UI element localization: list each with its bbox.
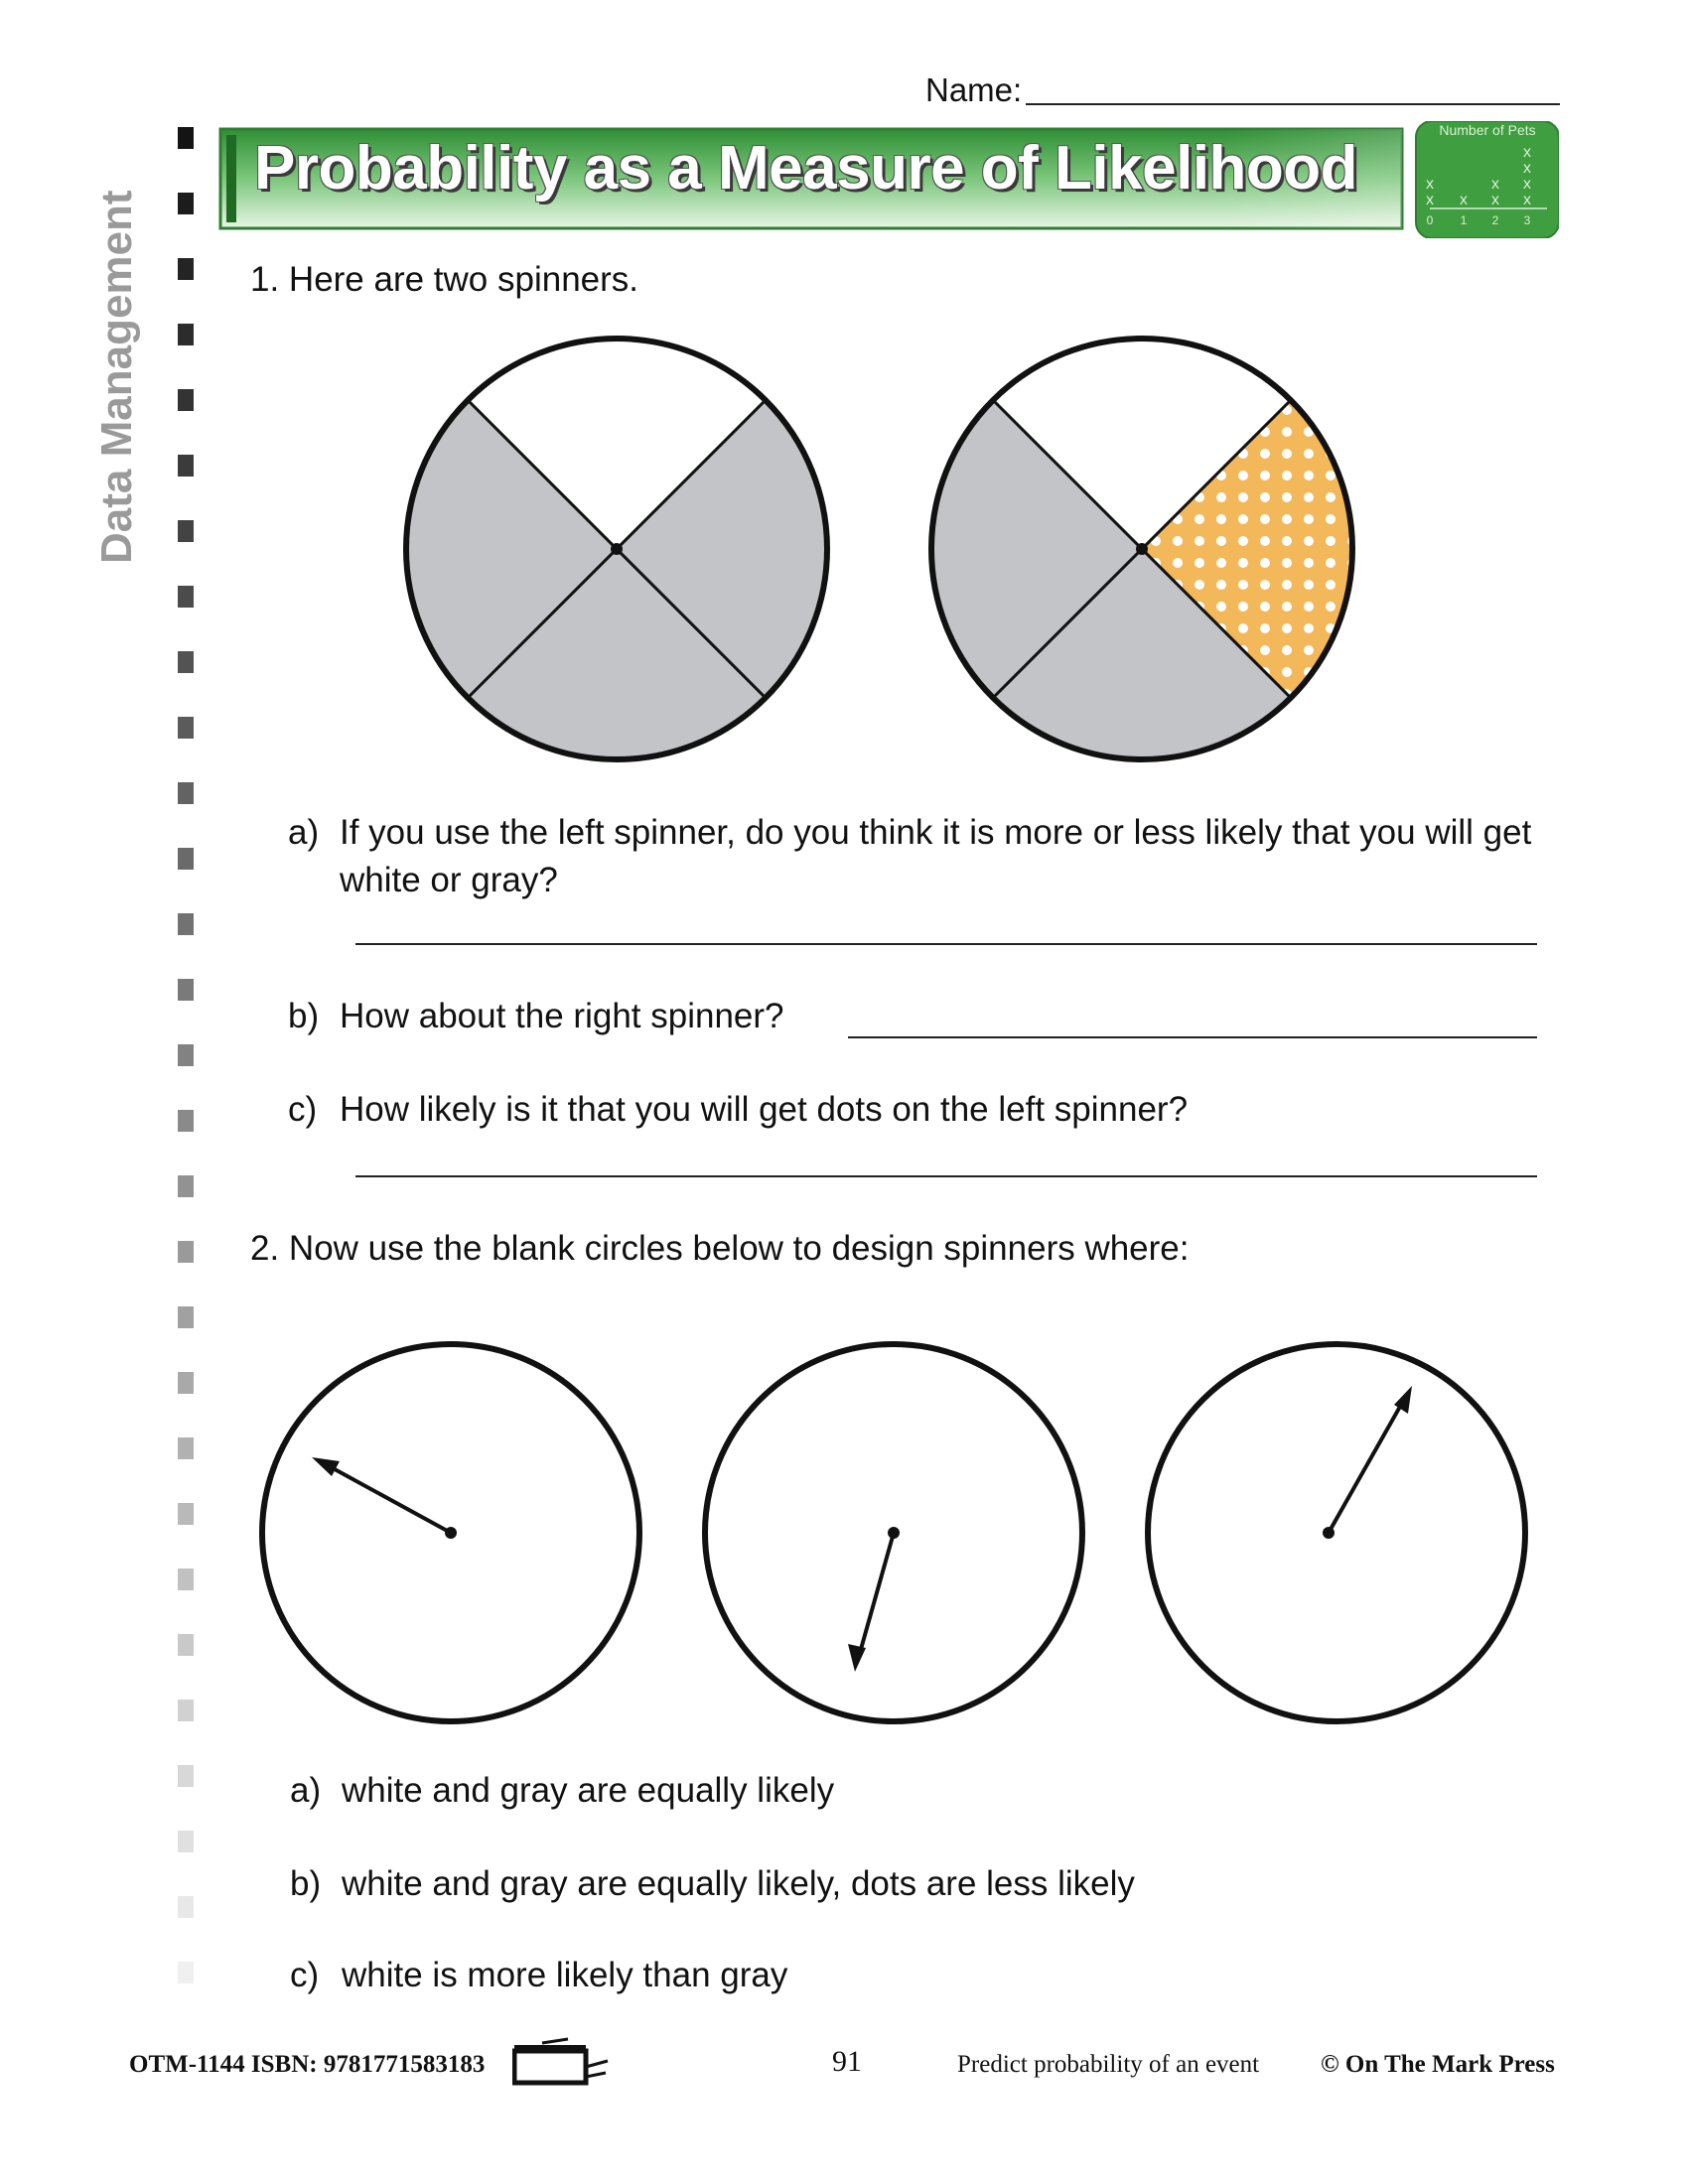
- footer-description: Predict probability of an event: [957, 2051, 1260, 2078]
- question-1a-letter: a): [288, 813, 320, 852]
- section-title: [66, 159, 165, 576]
- side-square: [178, 782, 194, 804]
- side-square: [178, 1503, 194, 1525]
- pets-chart-icon: [1416, 121, 1559, 238]
- badge-mark: x: [1426, 192, 1434, 208]
- badge-mark: x: [1460, 192, 1468, 208]
- side-square: [178, 717, 194, 739]
- side-decorative-squares: [178, 127, 198, 2033]
- badge-mark: x: [1426, 176, 1434, 193]
- side-square: [178, 1175, 194, 1197]
- page-title: Probability as a Measure of Likelihood: [254, 134, 1358, 203]
- name-answer-line[interactable]: [1026, 103, 1560, 105]
- answer-line-1a[interactable]: [355, 943, 1537, 945]
- side-square: [178, 1831, 194, 1852]
- side-square: [178, 127, 194, 149]
- badge-mark: x: [1491, 176, 1499, 193]
- question-2a-text: white and gray are equally likely: [342, 1771, 835, 1810]
- badge-axis-label: 3: [1523, 213, 1531, 227]
- side-square: [178, 1569, 194, 1590]
- side-square: [178, 1110, 194, 1132]
- right-spinner: [926, 334, 1357, 764]
- side-square: [178, 651, 194, 673]
- blank-spinner-1[interactable]: [256, 1338, 645, 1727]
- footer-isbn: OTM-1144 ISBN: 9781771583183: [129, 2051, 486, 2078]
- badge-axis-label: 1: [1460, 213, 1468, 227]
- question-2c-text: white is more likely than gray: [342, 1956, 788, 1994]
- badge-mark: x: [1491, 192, 1499, 208]
- question-1c-text: How likely is it that you will get dots on the left spinner?: [340, 1090, 1189, 1129]
- section-title-text: Data Management: [92, 190, 141, 564]
- side-square: [178, 1700, 194, 1721]
- side-square: [178, 1634, 194, 1656]
- question-1b-letter: b): [288, 997, 320, 1035]
- photocopier-icon: [512, 2037, 612, 2087]
- side-square: [178, 913, 194, 935]
- blank-spinner-2[interactable]: [699, 1338, 1088, 1727]
- badge-mark: x: [1523, 160, 1531, 177]
- blank-spinner-3[interactable]: [1142, 1338, 1531, 1727]
- side-square: [178, 1372, 194, 1394]
- side-square: [178, 1437, 194, 1459]
- side-square: [178, 1896, 194, 1918]
- side-square: [178, 1765, 194, 1787]
- question-1-prompt: 1. Here are two spinners.: [250, 260, 639, 299]
- side-square: [178, 1962, 194, 1983]
- side-square: [178, 1044, 194, 1066]
- badge-axis-label: 2: [1491, 213, 1499, 227]
- side-square: [178, 455, 194, 477]
- side-square: [178, 848, 194, 870]
- side-square: [178, 979, 194, 1001]
- name-label: Name:: [925, 71, 1023, 108]
- badge-mark: x: [1523, 176, 1531, 193]
- side-square: [178, 586, 194, 608]
- question-2-prompt: 2. Now use the blank circles below to design spinners where:: [250, 1229, 1190, 1268]
- answer-line-1c[interactable]: [355, 1175, 1537, 1177]
- question-1c-letter: c): [288, 1090, 318, 1129]
- side-square: [178, 520, 194, 542]
- answer-line-1b[interactable]: [848, 1036, 1537, 1038]
- side-square: [178, 389, 194, 411]
- side-square: [178, 1241, 194, 1263]
- question-2a-letter: a): [290, 1771, 322, 1810]
- question-2c-letter: c): [290, 1956, 320, 1994]
- footer-copyright: © On The Mark Press: [1321, 2051, 1555, 2078]
- badge-title: Number of Pets: [1439, 122, 1536, 138]
- badge-mark: x: [1523, 192, 1531, 208]
- left-spinner: [401, 334, 832, 764]
- badge-axis-label: 0: [1426, 213, 1434, 227]
- side-square: [178, 193, 194, 214]
- side-square: [178, 258, 194, 280]
- page-number: 91: [832, 2045, 862, 2078]
- question-2b-letter: b): [290, 1864, 322, 1903]
- question-1a-text: If you use the left spinner, do you think it is more or less likely that you will get white or gray?: [340, 813, 1532, 899]
- badge-mark: x: [1523, 144, 1531, 161]
- question-2b-text: white and gray are equally likely, dots are less likely: [342, 1864, 1135, 1903]
- question-1b-text: How about the right spinner?: [340, 997, 784, 1035]
- side-square: [178, 1306, 194, 1328]
- side-square: [178, 324, 194, 345]
